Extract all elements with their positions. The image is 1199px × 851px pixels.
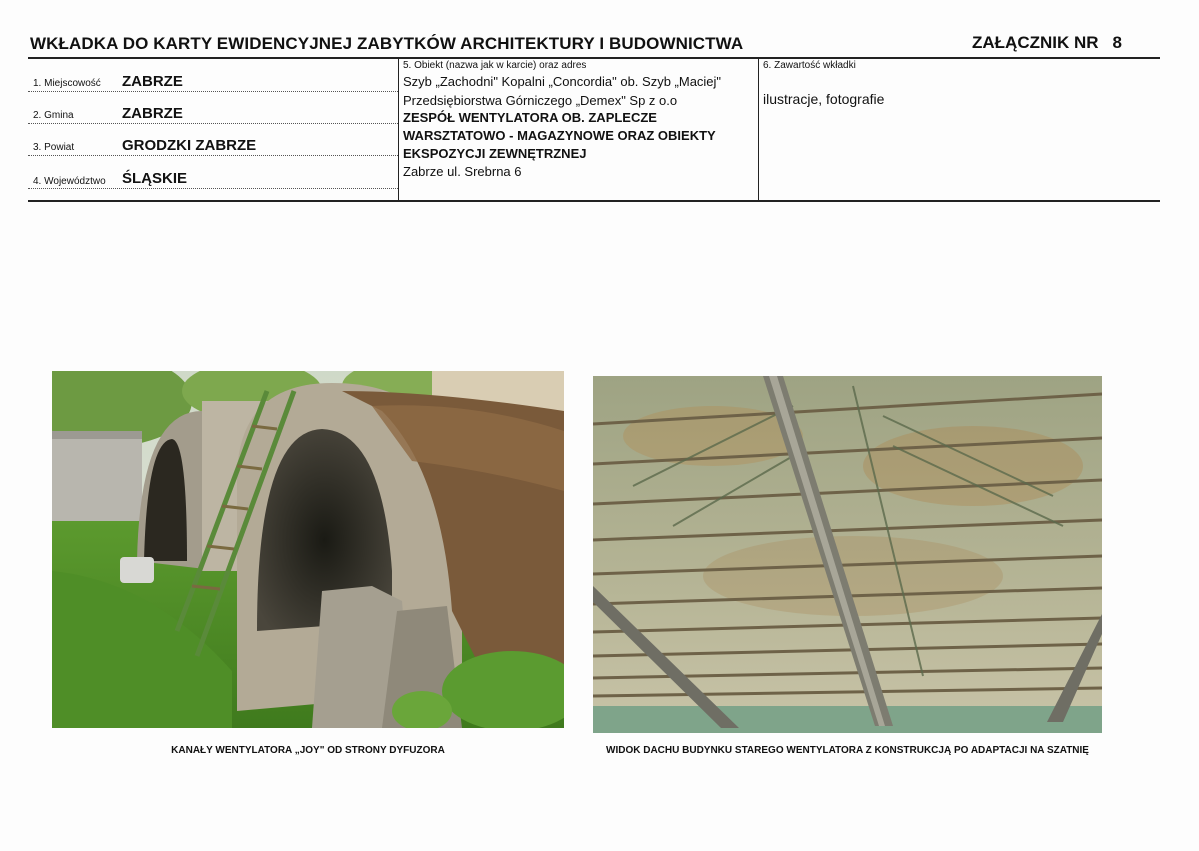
contents-heading: 6. Zawartość wkładki [763, 60, 856, 71]
photo-caption-roof-structure: WIDOK DACHU BUDYNKU STAREGO WENTYLATORA Z KONSTRUKCJĄ PO ADAPTACJI NA SZATNIĘ [606, 745, 1089, 756]
attachment-number [972, 33, 1122, 53]
object-group-line-1: ZESPÓŁ WENTYLATORA OB. ZAPLECZE [403, 110, 657, 125]
photo-ventilation-channels [52, 371, 564, 728]
photo-roof-structure [593, 376, 1102, 733]
photo-roof-structure-image [593, 376, 1102, 733]
object-address: Zabrze ul. Srebrna 6 [403, 164, 522, 179]
field-label-county: 3. Powiat [33, 142, 75, 153]
field-label-voivodeship: 4. Województwo [33, 176, 106, 187]
column-divider-1 [398, 57, 399, 201]
column-divider-2 [758, 57, 759, 201]
object-heading: 5. Obiekt (nazwa jak w karcie) oraz adres [403, 60, 587, 71]
header-top-rule [28, 57, 1160, 59]
attachment-value: 8 [1112, 33, 1123, 52]
field-value-locality: ZABRZE [122, 73, 183, 90]
photo-caption-ventilation-channels: KANAŁY WENTYLATORA „JOY" OD STRONY DYFUZORA [171, 745, 445, 756]
header-bottom-rule [28, 200, 1160, 202]
field-label-commune: 2. Gmina [33, 110, 74, 121]
field-divider [28, 155, 398, 156]
field-value-voivodeship: ŚLĄSKIE [122, 170, 188, 187]
document-title: WKŁADKA DO KARTY EWIDENCYJNEJ ZABYTKÓW ARCHITEKTURY I BUDOWNICTWA [30, 34, 744, 53]
object-group-line-3: EKSPOZYCJI ZEWNĘTRZNEJ [403, 146, 587, 161]
object-group-line-2: WARSZTATOWO - MAGAZYNOWE ORAZ OBIEKTY [403, 128, 716, 143]
field-value-county: GRODZKI ZABRZE [122, 137, 257, 154]
field-divider [28, 188, 398, 189]
object-name-line-1: Szyb „Zachodni" Kopalni „Concordia" ob. Szyb „Maciej" [403, 74, 722, 89]
photo-ventilation-channels-image [52, 371, 564, 728]
field-divider [28, 91, 398, 92]
field-label-locality: 1. Miejscowość [33, 78, 101, 89]
attachment-label: ZAŁĄCZNIK NR [972, 33, 1099, 52]
field-divider [28, 123, 398, 124]
object-name-line-2: Przedsiębiorstwa Górniczego „Demex" Sp z o.o [403, 93, 678, 108]
field-value-commune: ZABRZE [122, 105, 183, 122]
contents-value: ilustracje, fotografie [763, 91, 885, 107]
